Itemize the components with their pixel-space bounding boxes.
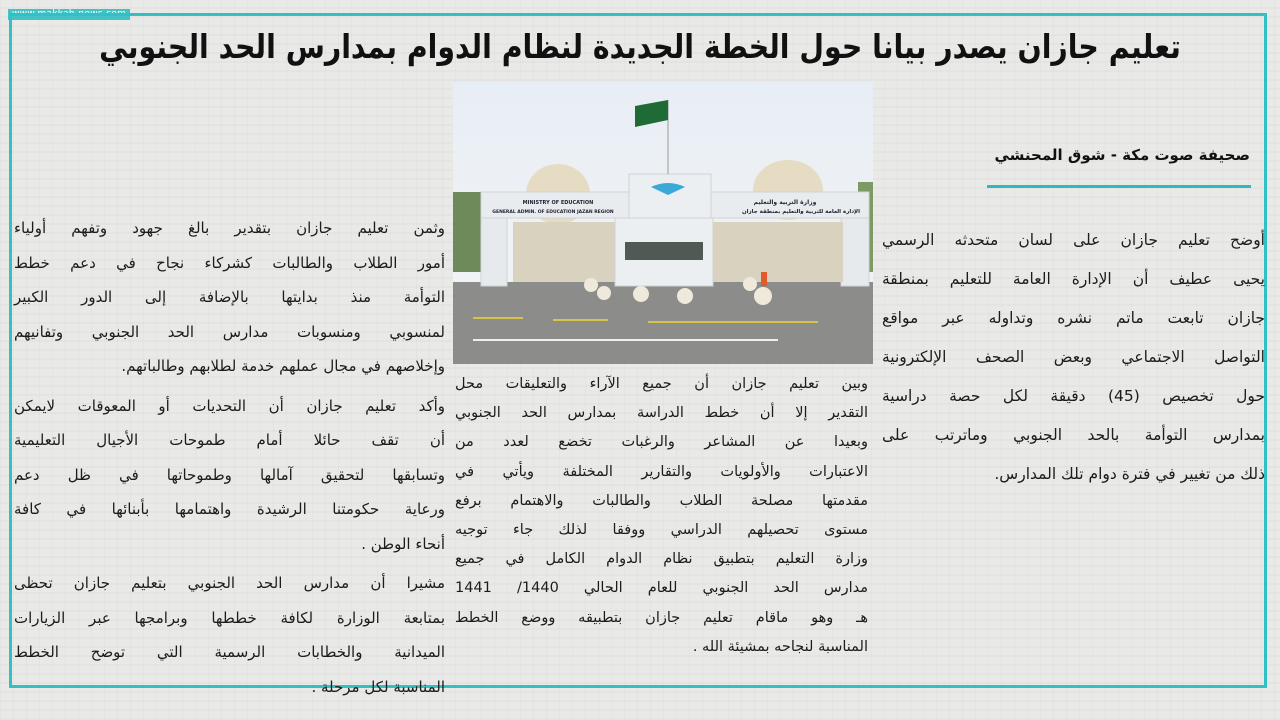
right-column-text bbox=[882, 221, 1265, 494]
text-line: الاعتبارات والأولويات والتقارير المختلفة ويأتي في bbox=[455, 463, 868, 480]
article-photo bbox=[453, 82, 873, 364]
text-line: التوأمة منذ بدايتها بالإضافة إلى الدور الكبير bbox=[14, 288, 445, 306]
text-line: يحيى عطيف أن الإدارة العامة للتعليم بمنطقة bbox=[882, 270, 1265, 288]
text-line: أن تقف حائلا أمام طموحات الأجيال التعليمية bbox=[14, 431, 445, 449]
text-line: مدارس الحد الجنوبي للعام الحالي 1440/ 1441 bbox=[455, 580, 869, 597]
text-line: وزارة التعليم بتطبيق نظام الدوام الكامل في جميع bbox=[455, 551, 868, 568]
text-line: أوضح تعليم جازان على لسان متحدثه الرسمي bbox=[882, 231, 1265, 249]
paragraph bbox=[14, 211, 445, 384]
sign-english-2: GENERAL ADMIN. OF EDUCATION JAZAN REGION bbox=[492, 210, 614, 215]
text-line: ذلك من تغيير في فترة دوام تلك المدارس. bbox=[994, 465, 1265, 483]
left-column-text bbox=[14, 211, 445, 709]
text-line: أمور الطلاب والطالبات كشركاء نجاح في دعم خطط bbox=[14, 253, 445, 272]
byline-divider bbox=[987, 185, 1251, 188]
text-line: التقدير إلا أن خطط الدراسة بمدارس الحد الجنوبي bbox=[455, 405, 868, 422]
article-title: تعليم جازان يصدر بيانا حول الخطة الجديدة لنظام الدوام بمدارس الحد الجنوبي bbox=[99, 27, 1181, 66]
text-line: المناسبة لكل مرحلة . bbox=[311, 677, 445, 696]
text-line: وتسابقها لتحقيق آمالها وطموحاتها في ظل دعم bbox=[14, 465, 445, 484]
text-line: لمنسوبي ومنسوبات مدارس الحد الجنوبي وتفانيهم bbox=[14, 322, 445, 341]
text-line: مقدمتها مصلحة الطلاب والطالبات والاهتمام برفع bbox=[455, 492, 868, 509]
paragraph bbox=[14, 566, 445, 704]
text-line: وثمن تعليم جازان بتقدير بالغ جهود وتفهم أولياء bbox=[14, 219, 445, 237]
text-line: أنحاء الوطن . bbox=[361, 534, 445, 553]
text-line: وإخلاصهم في مجال عملهم خدمة لطلابهم وطالباتهم. bbox=[121, 357, 445, 375]
text-line: بمتابعة الوزارة لكافة خططها وبرامجها عبر الزيارات bbox=[14, 608, 445, 627]
sign-english-1: MINISTRY OF EDUCATION bbox=[522, 200, 594, 206]
text-line: المناسبة لنجاحه بمشيئة الله . bbox=[692, 638, 868, 655]
text-line: هـ وهو ماقام تعليم جازان بتطبيقه ووضع الخطط bbox=[455, 609, 868, 626]
text-line: وبين تعليم جازان أن جميع الآراء والتعليقات محل bbox=[455, 376, 868, 392]
text-line: وأكد تعليم جازان أن التحديات أو المعوقات لايمكن bbox=[14, 396, 445, 415]
sign-arabic-2: الإدارة العامة للتربية والتعليم بمنطقة جازان bbox=[741, 209, 861, 215]
education-building-photo bbox=[453, 82, 873, 364]
text-line: مستوى تحصيلهم الدراسي ووفقا لذلك جاء توجيه bbox=[455, 522, 868, 539]
text-line: وبعيدا عن المشاعر والرغبات تخضع لعدد من bbox=[455, 434, 868, 451]
sign-arabic-1: وزارة التربية والتعليم bbox=[753, 199, 817, 206]
middle-column-text bbox=[455, 370, 868, 662]
text-line: التواصل الاجتماعي وبعض الصحف الإلكترونية bbox=[882, 348, 1265, 366]
text-line: مشيرا أن مدارس الحد الجنوبي بتعليم جازان تحظى bbox=[14, 574, 445, 592]
watermark: www.makkah-news.com bbox=[8, 9, 130, 20]
text-line: الميدانية والخطابات الرسمية التي توضح الخطط bbox=[14, 643, 445, 661]
text-line: حول تخصيص (45) دقيقة لكل حصة دراسية bbox=[882, 387, 1265, 405]
text-line: ورعاية حكومتنا الرشيدة واهتمامها بأبنائها في كافة bbox=[14, 500, 445, 518]
text-line: جازان تابعت ماتم نشره وتداوله عبر مواقع bbox=[882, 309, 1265, 327]
article-byline: صحيفة صوت مكة - شوق المحنشي bbox=[994, 146, 1250, 164]
text-line: بمدارس التوأمة بالحد الجنوبي وماترتب على bbox=[882, 426, 1265, 444]
paragraph bbox=[14, 389, 445, 562]
